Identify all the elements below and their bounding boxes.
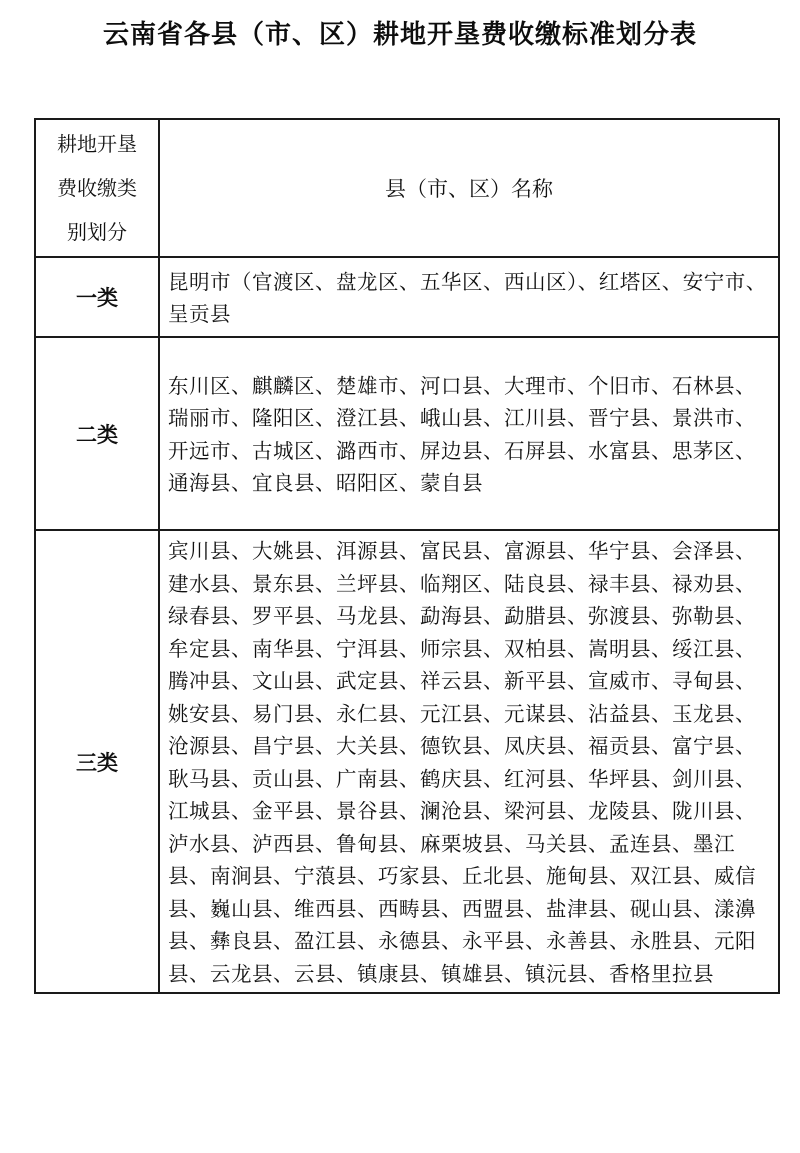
category-cell: 二类 (35, 337, 159, 530)
header-category-line: 费收缴类 (57, 176, 137, 200)
county-names-cell: 昆明市（官渡区、盘龙区、五华区、西山区）、红塔区、安宁市、呈贡县 (159, 257, 779, 337)
table-row (35, 530, 779, 993)
document-title: 云南省各县（市、区）耕地开垦费收缴标准划分表 (102, 20, 697, 50)
header-names-cell: 县（市、区）名称 (159, 119, 779, 257)
category-cell: 一类 (35, 257, 159, 337)
fee-classification-table (34, 118, 780, 994)
header-category-cell (35, 119, 159, 257)
header-category-line: 耕地开垦 (57, 132, 137, 156)
table-row (35, 257, 779, 337)
category-cell: 三类 (35, 530, 159, 993)
county-names-cell: 东川区、麒麟区、楚雄市、河口县、大理市、个旧市、石林县、瑞丽市、隆阳区、澄江县、峨山县、江川县、晋宁县、景洪市、开远市、古城区、潞西市、屏边县、石屏县、水富县、思茅区、通海县、宜良县、昭阳区、蒙自县 (159, 337, 779, 530)
table-header-row (35, 119, 779, 257)
table-row (35, 337, 779, 530)
county-names-cell: 宾川县、大姚县、洱源县、富民县、富源县、华宁县、会泽县、建水县、景东县、兰坪县、临翔区、陆良县、禄丰县、禄劝县、绿春县、罗平县、马龙县、勐海县、勐腊县、弥渡县、弥勒县、牟定县、南华县、宁洱县、师宗县、双柏县、嵩明县、绥江县、腾冲县、文山县、武定县、祥云县、新平县、宣威市、寻甸县、姚安县、易门县、永仁县、元江县、元谋县、沾益县、玉龙县、沧源县、昌宁县、大关县、德钦县、凤庆县、福贡县、富宁县、耿马县、贡山县、广南县、鹤庆县、红河县、华坪县、剑川县、江城县、金平县、景谷县、澜沧县、梁河县、龙陵县、陇川县、泸水县、泸西县、鲁甸县、麻栗坡县、马关县、孟连县、墨江县、南涧县、宁蒗县、巧家县、丘北县、施甸县、双江县、威信县、巍山县、维西县、西畴县、西盟县、盐津县、砚山县、漾濞县、彝良县、盈江县、永德县、永平县、永善县、永胜县、元阳县、云龙县、云县、镇康县、镇雄县、镇沅县、香格里拉县 (159, 530, 779, 993)
header-category-line: 别划分 (67, 220, 127, 244)
